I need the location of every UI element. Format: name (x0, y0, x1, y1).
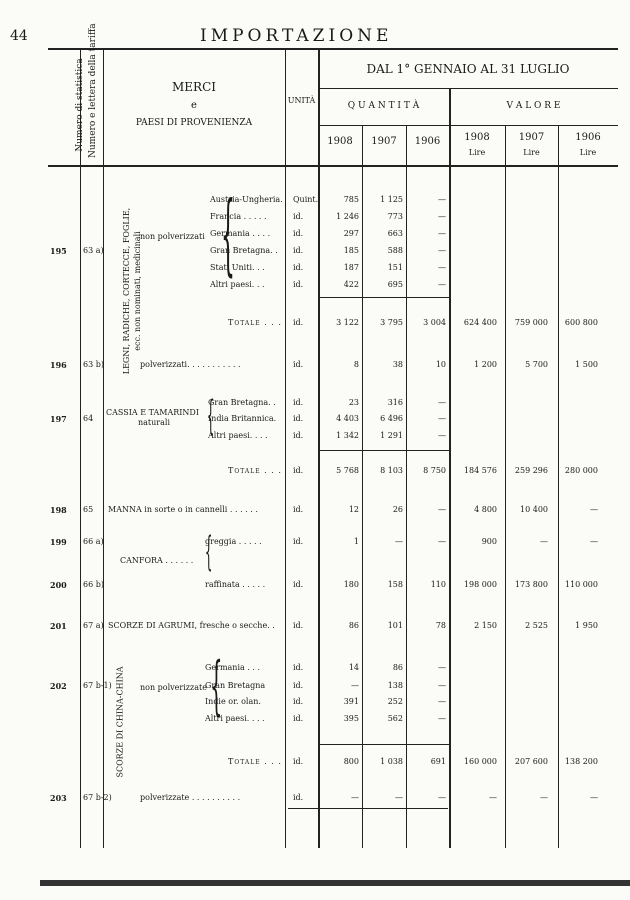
unit: id. (293, 398, 304, 407)
unit: id. (293, 621, 304, 630)
row-label: Germania . . . . (210, 229, 271, 238)
value-q1: 395 (343, 714, 359, 723)
value-q1: 12 (348, 505, 359, 514)
value-q2: 316 (387, 398, 403, 407)
value-v2: 259 296 (514, 466, 548, 475)
value-v1: 160 000 (463, 757, 497, 766)
page-title: IMPORTAZIONE (200, 26, 393, 46)
value-q2: 138 (387, 681, 403, 690)
value-v2: — (540, 537, 548, 546)
value-q3: — (438, 793, 446, 802)
unit: id. (293, 280, 304, 289)
col-divider (80, 48, 81, 848)
unit: id. (293, 663, 304, 672)
header-quantita: Q U A N T I T À (347, 101, 420, 111)
lire-label: Lire (468, 148, 486, 157)
label-canfora: CANFORA . . . . . . (120, 556, 194, 565)
value-q3: — (438, 212, 446, 221)
value-q2: 158 (387, 580, 403, 589)
label-naturali: naturali (138, 418, 170, 427)
label-non-polverizzati: non polverizzati (140, 232, 205, 241)
tariff-number: 65 (83, 505, 94, 514)
value-q2: 86 (392, 663, 403, 672)
value-q1: 4 403 (336, 414, 359, 423)
row-label: Gran Bretagna. . (208, 398, 276, 407)
header-stat-number: Numero di statistica (75, 58, 85, 152)
value-q2: 1 291 (380, 431, 403, 440)
tariff-number: 64 (83, 414, 94, 423)
unit: id. (293, 580, 304, 589)
value-v2: 759 000 (514, 318, 548, 327)
value-q1: 23 (348, 398, 359, 407)
value-q1: 1 342 (336, 431, 359, 440)
value-v3: 280 000 (564, 466, 598, 475)
stat-number: 196 (50, 360, 67, 370)
value-q3: — (438, 229, 446, 238)
unit: id. (293, 681, 304, 690)
row-label: Totale . . . (228, 318, 282, 327)
value-q3: — (438, 398, 446, 407)
total-rule (318, 297, 449, 298)
value-v3: — (590, 793, 598, 802)
tariff-number: 67 b-1) (83, 681, 112, 690)
unit: id. (293, 537, 304, 546)
tariff-number: 63 b) (83, 360, 104, 369)
section-legni: LEGNI, RADICHE, CORTECCE, FOGLIE, ecc. non nominati, medicinali (122, 207, 142, 375)
value-q2: 252 (387, 697, 403, 706)
value-q1: 187 (343, 263, 359, 272)
unit: id. (293, 793, 304, 802)
row-label: Indie or. olan. (205, 697, 261, 706)
value-q2: 695 (387, 280, 403, 289)
total-rule (318, 744, 449, 745)
value-q1: 8 (353, 360, 359, 369)
value-v2: 173 800 (514, 580, 548, 589)
col-divider (285, 48, 286, 848)
value-v1: 2 150 (474, 621, 497, 630)
row-label: Altri paesi. . . (210, 280, 265, 289)
unit: id. (293, 414, 304, 423)
value-q3: — (438, 505, 446, 514)
row-label: Stati Uniti. . . (210, 263, 265, 272)
value-q1: — (351, 681, 359, 690)
table-end-rule (288, 808, 448, 809)
row-label: MANNA in sorte o in cannelli . . . . . . (108, 505, 258, 514)
col-divider (103, 48, 104, 848)
value-q2: 773 (387, 212, 403, 221)
tariff-number: 63 a) (83, 246, 104, 255)
row-label: raffinata . . . . . (205, 580, 266, 589)
row-label: Austria-Ungheria. (210, 195, 283, 204)
year-q-1906: 1906 (414, 136, 441, 147)
value-v3: 1 500 (575, 360, 598, 369)
value-q1: 5 768 (336, 466, 359, 475)
row-label: Germania . . . (205, 663, 261, 672)
unit: id. (293, 714, 304, 723)
value-v3: 138 200 (564, 757, 598, 766)
unit: id. (293, 431, 304, 440)
row-label: greggia . . . . . (205, 537, 262, 546)
value-q2: 663 (387, 229, 403, 238)
value-q1: 800 (343, 757, 359, 766)
tariff-number: 66 a) (83, 537, 104, 546)
row-label: SCORZE DI AGRUMI, fresche o secche. . (108, 621, 275, 630)
year-v-1907: 1907 (518, 132, 545, 143)
unit: id. (293, 318, 304, 327)
row-label: polverizzate . . . . . . . . . . (140, 793, 241, 802)
lire-label: Lire (523, 148, 540, 157)
tariff-number: 67 b-2) (83, 793, 112, 802)
value-q2: 151 (387, 263, 403, 272)
value-q1: 180 (343, 580, 359, 589)
value-q2: 6 496 (380, 414, 403, 423)
year-v-1908: 1908 (464, 132, 490, 143)
row-label: Altri paesi. . . . (205, 714, 265, 723)
value-q2: 1 038 (380, 757, 403, 766)
value-q1: 3 122 (336, 318, 359, 327)
value-q1: 422 (343, 280, 359, 289)
value-q3: 78 (435, 621, 446, 630)
period-rule (318, 88, 618, 89)
value-q1: 297 (343, 229, 359, 238)
row-label: India Britannica. (208, 414, 277, 423)
value-q2: 26 (392, 505, 403, 514)
brace-canfora: { (204, 529, 213, 575)
tariff-number: 66 b) (83, 580, 104, 589)
header-period: DAL 1° GENNAIO AL 31 LUGLIO (366, 62, 570, 76)
value-v1: 1 200 (474, 360, 497, 369)
header-tariff-number: Numero e lettera della tariffa (88, 23, 98, 158)
unit: id. (293, 757, 304, 766)
row-label: Totale . . . (228, 757, 282, 766)
stat-number: 202 (50, 681, 67, 691)
value-q3: — (438, 414, 446, 423)
row-label: Totale . . . (228, 466, 282, 475)
value-q2: 562 (387, 714, 403, 723)
value-q3: — (438, 431, 446, 440)
row-label: Francia . . . . . (210, 212, 267, 221)
brace-197: { (206, 393, 215, 439)
year-q-1908: 1908 (327, 136, 353, 147)
unit: Quint. (293, 195, 319, 204)
unit: id. (293, 466, 304, 475)
col-divider (318, 48, 320, 848)
value-q3: — (438, 246, 446, 255)
value-v3: 110 000 (564, 580, 598, 589)
value-q3: 691 (430, 757, 446, 766)
value-q1: — (351, 793, 359, 802)
unit: id. (293, 360, 304, 369)
label-non-polverizzate: non polverizzate (140, 683, 207, 692)
stat-number: 198 (50, 505, 67, 515)
value-q3: 10 (435, 360, 446, 369)
unit: id. (293, 246, 304, 255)
value-q1: 391 (343, 697, 359, 706)
value-q1: 785 (343, 195, 359, 204)
value-v2: — (540, 793, 548, 802)
value-q3: — (438, 714, 446, 723)
value-q3: — (438, 537, 446, 546)
tariff-number: 67 a) (83, 621, 104, 630)
value-v1: — (489, 793, 497, 802)
year-v-1906: 1906 (575, 132, 601, 143)
brace-195: { (221, 182, 235, 285)
stat-number: 200 (50, 580, 67, 590)
value-v1: 198 000 (463, 580, 497, 589)
header-valore: V A L O R E (506, 101, 561, 111)
value-q3: — (438, 195, 446, 204)
header-merci-e: e (191, 100, 197, 111)
lire-label: Lire (579, 148, 597, 157)
value-q2: — (395, 537, 403, 546)
value-v1: 624 400 (463, 318, 497, 327)
value-q3: — (438, 263, 446, 272)
value-q2: — (395, 793, 403, 802)
unit: id. (293, 212, 304, 221)
unit: id. (293, 697, 304, 706)
value-q3: 8 750 (423, 466, 446, 475)
header-merci: MERCI (171, 80, 216, 94)
value-q1: 14 (348, 663, 359, 672)
row-label: Gran Bretagna. . (210, 246, 278, 255)
value-q2: 1 125 (380, 195, 403, 204)
value-q2: 101 (387, 621, 403, 630)
value-q2: 8 103 (380, 466, 403, 475)
year-q-1907: 1907 (371, 136, 397, 147)
row-label: polverizzati. . . . . . . . . . . (140, 360, 241, 369)
header-top-rule (48, 48, 618, 50)
unit: id. (293, 229, 304, 238)
value-v3: 600 800 (564, 318, 598, 327)
row-label: Altri paesi. . . . (208, 431, 268, 440)
value-v3: — (590, 537, 598, 546)
value-q3: 110 (430, 580, 446, 589)
value-q1: 1 (353, 537, 359, 546)
value-q3: 3 004 (423, 318, 446, 327)
value-q2: 3 795 (380, 318, 403, 327)
value-q2: 588 (387, 246, 403, 255)
value-v3: — (590, 505, 598, 514)
stat-number: 199 (50, 537, 67, 547)
header-bottom-rule (48, 165, 618, 167)
col-divider (558, 125, 559, 848)
label-cassia: CASSIA E TAMARINDI (106, 408, 199, 417)
value-v3: 1 950 (575, 621, 598, 630)
value-q3: — (438, 663, 446, 672)
page-number: 44 (10, 28, 28, 44)
value-q3: — (438, 681, 446, 690)
value-q3: — (438, 280, 446, 289)
value-v2: 10 400 (520, 505, 548, 514)
value-v1: 4 800 (474, 505, 497, 514)
value-v2: 5 700 (525, 360, 548, 369)
value-v1: 900 (481, 537, 497, 546)
value-q1: 185 (343, 246, 359, 255)
unit: id. (293, 505, 304, 514)
total-rule (318, 450, 449, 451)
row-label: Gran Bretagna (205, 681, 266, 690)
value-v2: 207 600 (514, 757, 548, 766)
brace-202: { (210, 649, 223, 723)
value-v2: 2 525 (525, 621, 548, 630)
value-q3: — (438, 697, 446, 706)
section-china: SCORZE DI CHINA-CHINA (115, 666, 125, 778)
stat-number: 203 (50, 793, 67, 803)
stat-number: 201 (50, 621, 67, 631)
years-rule (318, 125, 618, 126)
stat-number: 195 (50, 246, 67, 256)
col-divider (505, 125, 506, 848)
stat-number: 197 (50, 414, 67, 424)
value-v1: 184 576 (463, 466, 497, 475)
unit: id. (293, 263, 304, 272)
value-q1: 1 246 (336, 212, 359, 221)
value-q2: 38 (392, 360, 403, 369)
bottom-bar (40, 880, 630, 886)
header-unita: UNITÀ (287, 96, 316, 105)
header-paesi: PAESI DI PROVENIENZA (135, 118, 253, 128)
value-q1: 86 (348, 621, 359, 630)
